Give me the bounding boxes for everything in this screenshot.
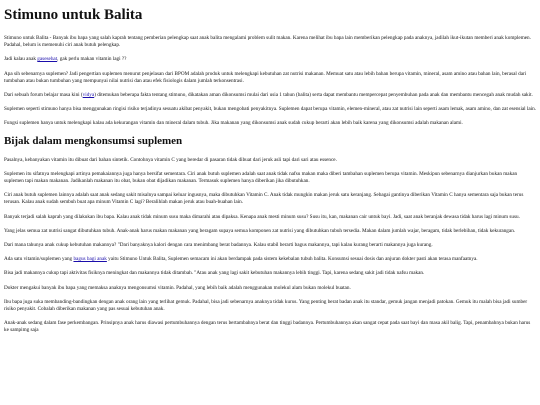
paragraph-enough: Dari mana tahunya anak cukup kebutuhan makannya? "Dari banyaknya kalori dengan cara menimbang berat badannya. Kalau stabil berarti bagus makannya, tapi kalau kurang berarti makannya juga kurang. bbox=[4, 242, 433, 249]
paragraph-doctor: Dokter mengakui banyak ibu bapa yang memaksa anaknya mengonsumsi vitamin. Padahal, yang lebih baik adalah menggunakan molekul alam bukan molekul buatan. bbox=[4, 284, 351, 291]
paragraph-forum: Dari sebuah forum belajar masa kini (vidya) ditemukan beberapa fakta tentang stimuno, dikatakan aman dikonsumsi mulai dari usia 1 tahun (balita) serta dapat membantu mempercepat penyembuhan pada anak dan membantu mencegah anak mudah sakit. bbox=[4, 92, 533, 99]
paragraph-question: Jadi kalau anak gasesehat, gak perlu makan vitamin lagi ?? bbox=[4, 56, 127, 63]
link-vidya[interactable]: vidya bbox=[82, 92, 95, 99]
paragraph-compare: Ibu bapa juga suka membanding-bandingkan dengan anak orang lain yang terlihat gemuk. Padahal, bisa jadi sebenarnya anaknya tidak kurus. Yang penting berat badan anak itu standar, gemuk jangan menjadi patokan. Gemuk itu malah bisa jadi sumber risiko penyakit. Cobalah diberikan makanan yang pas sesuai kebutuhan anak. bbox=[4, 298, 528, 313]
paragraph-milk: Banyak terjadi salah kaprah yang dilakukan ibu bapa. Kalau anak tidak minum susu maka dimarahi atau dipaksa. Kenapa anak mesti minum susu? Susu itu, kan, makanan cair untuk bayi. Jadi, saat anak beranjak dewasa tidak harus lagi minum susu. bbox=[4, 213, 520, 220]
paragraph-stimuno: Ada satu vitamin/suplemen yang bagus bagi anak yaitu Stimuno Untuk Balita, Suplemen semacam ini akan berdampak pada sistem kekebalan tubuh balita. Konsumsi sesuai dosis dan anjuran dokter pasti akan terasa manfaatnya. bbox=[4, 256, 478, 263]
paragraph-growth: Anak-anak sedang dalam fase perkembangan. Prinsipnya anak harus diawasi pertumbuhannya dengan terus bertambahnya berat dan tinggi badannya. Pertumbuhannya akan sangat cepat pada saat bayi dan masa akil balig. Tapi, penambahnya bukan harus ke sampimg saja bbox=[4, 320, 531, 334]
paragraph-nutrition: Yang jelas semua zat nutrisi sangat dibutuhkan tubuh. Anak-anak harus makan makanan yang beragam supaya semua komponen zat nutrisi yang dibutuhkan tubuh tersedia. Makan dalam jumlah wajar, beragam, tidak berlebihan, tidak kekurangan. bbox=[4, 227, 516, 234]
paragraph-definition: Apa sih sebenarnya suplemen? Jadi pengertian suplemen menurut penjelasan dari BPOM adalah produk untuk melengkapi kebutuhan zat nutrisi makanan. Memuat satu atau lebih bahan berupa vitamin, mineral, asam amino atau bahan lain, berasal dari tumbuhan atau bukan tumbuhan yang mempunyai nilai nutrisi dan atau efek fisiologis dalam jumlah terkonsentrasi. bbox=[4, 70, 527, 84]
paragraph-intro: Stimuno untuk Balita - Banyak ibu bapa yang salah kaprah tentang pemberian pelengkap saat anak balita mengalami problem sulit makan. Karena melihat ibu bapa lain memberikan pelengkap pada anaknya, jadilah ikut-ikutan memberi anak komplemen. Padahal, belum is memenuhi ciri anak butuh pelengkap. bbox=[4, 35, 531, 49]
section-heading: Bijak dalam mengkonsumsi suplemen bbox=[4, 134, 183, 147]
paragraph-activity: Bisa jadi makannya cukup tapi aktivitas fisiknya meningkat dan makannya tidak ditambah. "Atau anak yang lagi sakit kebutuhan makannya lebih tinggi. Tapi, karena sedang sakit jadi tidak nafsu makan. bbox=[4, 270, 425, 277]
paragraph-function: Fungsi suplemen hanya untuk melengkapi kalau ada kekurangan vitamin dan mineral dalam tubuh. Jika makanan yang dikonsumsi anak sudah cukup berarti akan lebih baik karena yang dikonsumsi adalah makanan alami. bbox=[4, 120, 463, 127]
paragraph-complement: Suplemen itu sifatnya melengkapi artinya pemakaiannya juga hanya bersifat sementara. Ciri anak butuh suplemen adalah saat anak tidak nafsu makan maka diberi tambahan suplemen berupa vitamin. Meskipun sebenarnya dianjurkan bukan makan suplemen tapi makan makanan. Jadikanlah makanan itu obat, bukan obat dijadikan makanan. Termasuk suplemen hanya diberikan jika dibutuhkan. bbox=[4, 170, 518, 185]
link-bagus-bagi-anak[interactable]: bagus bagi anak bbox=[73, 256, 107, 263]
paragraph-sick: Ciri anak butuh suplemen lainnya adalah saat anak sedang sakit misalnya sampai keluar ingusnya, maka dibutuhkan Vitamin C. Anak tidak mungkin makan jeruk satu keranjang. Sebagai gantinya diberikan Vitamin C hanya sementara saja bukan terus terusan. Kalau anak sudah sembuh buat apa minum Vitamin C lagi? Beralihlah makan jeruk atau buah-buahan lain. bbox=[4, 192, 524, 206]
paragraph-synthetic: Pasalnya, kebanyakan vitamin itu dibuat dari bahan sintetik. Contohnya vitamin C yang beredar di pasaran tidak dibuat dari jeruk asli tapi dari sari atau essence. bbox=[4, 156, 337, 163]
link-gasesehat[interactable]: gasesehat bbox=[37, 56, 58, 63]
paragraph-risk: Suplemen seperti stimuno hanya bisa menggunakan ringisi risiko terjadinya sesuatu akibat penyakit, bukan mengobati penyakitnya. Suplemen dapat berupa vitamin, elemen-mineral, atau zat nutrisi lain seperti asam lemak, asam amino, dan zat esensial lain. bbox=[4, 106, 536, 113]
page-title: Stimuno untuk Balita bbox=[4, 7, 143, 23]
